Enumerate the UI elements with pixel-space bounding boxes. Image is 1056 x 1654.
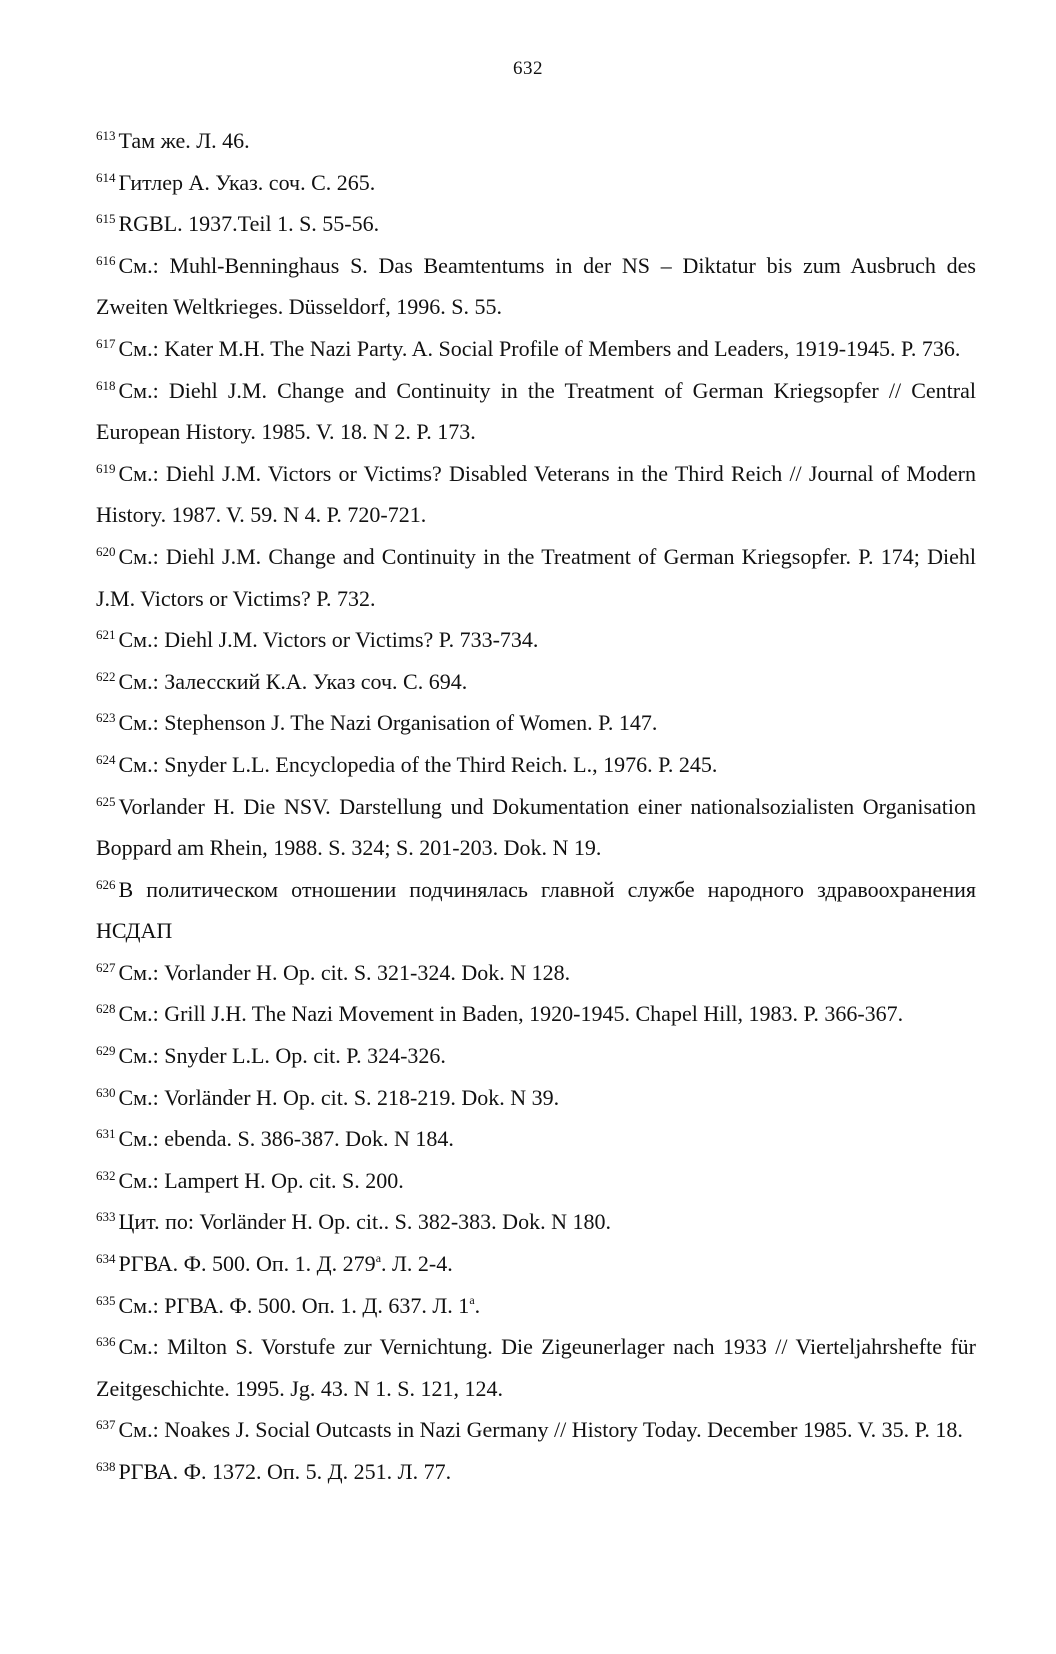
footnote-number: 638 xyxy=(96,1459,116,1474)
footnote-number: 626 xyxy=(96,876,116,892)
footnote-number: 624 xyxy=(96,751,116,767)
footnote xyxy=(96,869,976,952)
footnote-text: Цит. по: Vorländer H. Op. cit.. S. 382-383. Dok. N 180. xyxy=(118,1209,611,1235)
footnote-text: См.: Milton S. Vorstufe zur Vernichtung. Die Zigeunerlager nach 1933 // Vierteljahrshefte für Zeitgeschichte. 1995. Jg. 43. N 1. S. 121, 124. xyxy=(96,1334,976,1401)
footnote-number: 615 xyxy=(96,211,116,227)
footnote-text: См.: Stephenson J. The Nazi Organisation of Women. P. 147. xyxy=(118,710,658,736)
footnote xyxy=(96,1451,976,1493)
footnote xyxy=(96,1077,976,1119)
footnote xyxy=(96,370,976,453)
footnote-text: См.: Diehl J.M. Victors or Victims? P. 733-734. xyxy=(118,627,539,653)
footnote-number: 633 xyxy=(96,1209,116,1225)
footnote-number: 630 xyxy=(96,1084,116,1100)
footnote-text: Там же. Л. 46. xyxy=(118,128,250,153)
footnote xyxy=(96,702,976,744)
footnote-text: См.: Diehl J.M. Victors or Victims? Disabled Veterans in the Third Reich // Journal of Modern History. 1987. V. 59. N 4. P. 720-721. xyxy=(96,460,976,528)
superscript-letter: a xyxy=(469,1292,475,1307)
footnote xyxy=(96,1035,976,1077)
page-number: 632 xyxy=(513,58,543,79)
superscript-letter: a xyxy=(375,1251,382,1266)
footnote-text xyxy=(119,1251,453,1276)
footnote xyxy=(96,661,976,703)
footnote-text: RGBL. 1937.Teil 1. S. 55-56. xyxy=(118,211,380,237)
footnote-number: 616 xyxy=(96,252,116,268)
footnote-number: 620 xyxy=(96,543,116,559)
footnotes-list xyxy=(96,120,976,1493)
footnote-text: См.: Kater M.H. The Nazi Party. A. Social Profile of Members and Leaders, 1919-1945. P. 736. xyxy=(118,335,961,361)
footnote xyxy=(96,993,976,1035)
footnote xyxy=(96,162,976,204)
footnote-text: См.: Lampert H. Op. cit. S. 200. xyxy=(118,1167,404,1193)
footnote-text: См.: Grill J.H. The Nazi Movement in Baden, 1920-1945. Chapel Hill, 1983. P. 366-367. xyxy=(118,1001,904,1027)
footnote-number: 629 xyxy=(96,1043,116,1059)
footnote xyxy=(96,120,976,162)
footnote-text-part: . Л. 2-4. xyxy=(381,1251,453,1277)
footnote-text: РГВА. Ф. 1372. Оп. 5. Д. 251. Л. 77. xyxy=(118,1459,452,1484)
footnote-number: 619 xyxy=(96,460,116,476)
footnote-text: См.: Vorländer H. Op. cit. S. 218-219. Dok. N 39. xyxy=(118,1084,560,1110)
footnote-number: 627 xyxy=(96,959,116,975)
footnote-text xyxy=(119,1293,481,1318)
footnote xyxy=(96,1201,976,1243)
footnote-text: Vorlander H. Die NSV. Darstellung und Dokumentation einer nationalsozialisten Organisation Boppard am Rhein, 1988. S. 324; S. 201-203. Dok. N 19. xyxy=(96,793,976,861)
footnote xyxy=(96,245,976,328)
footnote-number: 636 xyxy=(96,1334,116,1350)
footnote xyxy=(96,1243,976,1285)
footnote xyxy=(96,744,976,786)
footnote-number: 628 xyxy=(96,1001,116,1017)
footnote-number: 613 xyxy=(96,128,116,143)
footnote-number: 625 xyxy=(96,793,116,809)
footnote-text: См.: Muhl-Benninghaus S. Das Beamtentums in der NS – Diktatur bis zum Ausbruch des Zweiten Weltkrieges. Düsseldorf, 1996. S. 55. xyxy=(96,252,976,320)
footnote-number: 631 xyxy=(96,1126,116,1142)
footnote xyxy=(96,1285,976,1327)
footnote-text: См.: Vorlander H. Op. cit. S. 321-324. Dok. N 128. xyxy=(118,959,571,985)
footnote-text: См.: ebenda. S. 386-387. Dok. N 184. xyxy=(118,1126,454,1152)
footnote-text: См.: Diehl J.M. Change and Continuity in the Treatment of German Kriegsopfer // Central European History. 1985. V. 18. N 2. P. 173. xyxy=(96,377,976,445)
footnote-text: См.: Snyder L.L. Encyclopedia of the Third Reich. L., 1976. P. 245. xyxy=(118,751,718,777)
footnote xyxy=(96,1409,976,1451)
footnote-text: См.: Noakes J. Social Outcasts in Nazi Germany // History Today. December 1985. V. 35. P. 18. xyxy=(118,1417,963,1443)
footnote-text: См.: Snyder L.L. Op. cit. P. 324-326. xyxy=(118,1043,446,1069)
footnote xyxy=(96,453,976,536)
footnote-number: 617 xyxy=(96,335,116,351)
footnote-text: См.: Залесский К.А. Указ соч. С. 694. xyxy=(118,668,468,694)
footnote xyxy=(96,619,976,661)
footnote xyxy=(96,1326,976,1409)
footnote xyxy=(96,536,976,619)
footnote xyxy=(96,203,976,245)
footnote xyxy=(96,952,976,994)
footnote-text-part: РГВА. Ф. 500. Оп. 1. Д. 279 xyxy=(118,1251,376,1277)
footnote-number: 618 xyxy=(96,377,116,393)
footnote-text-part: . xyxy=(474,1292,481,1318)
footnote-number: 634 xyxy=(96,1251,116,1267)
footnote-number: 632 xyxy=(96,1167,116,1183)
footnote-number: 637 xyxy=(96,1417,116,1433)
footnote-number: 621 xyxy=(96,627,116,643)
footnote xyxy=(96,1160,976,1202)
footnote xyxy=(96,1118,976,1160)
footnote-text: Гитлер А. Указ. соч. С. 265. xyxy=(118,169,376,195)
footnote xyxy=(96,786,976,869)
footnote-text: В политическом отношении подчинялась главной службе народного здравоохранения НСДАП xyxy=(96,876,976,944)
footnote-text-part: См.: РГВА. Ф. 500. Оп. 1. Д. 637. Л. 1 xyxy=(118,1292,470,1318)
footnote-number: 623 xyxy=(96,710,116,726)
footnote-number: 622 xyxy=(96,668,116,684)
footnote xyxy=(96,328,976,370)
footnote-number: 635 xyxy=(96,1292,116,1308)
footnote-number: 614 xyxy=(96,169,116,185)
footnote-text: См.: Diehl J.M. Change and Continuity in the Treatment of German Kriegsopfer. P. 174; Diehl J.M. Victors or Victims? P. 732. xyxy=(96,543,976,611)
